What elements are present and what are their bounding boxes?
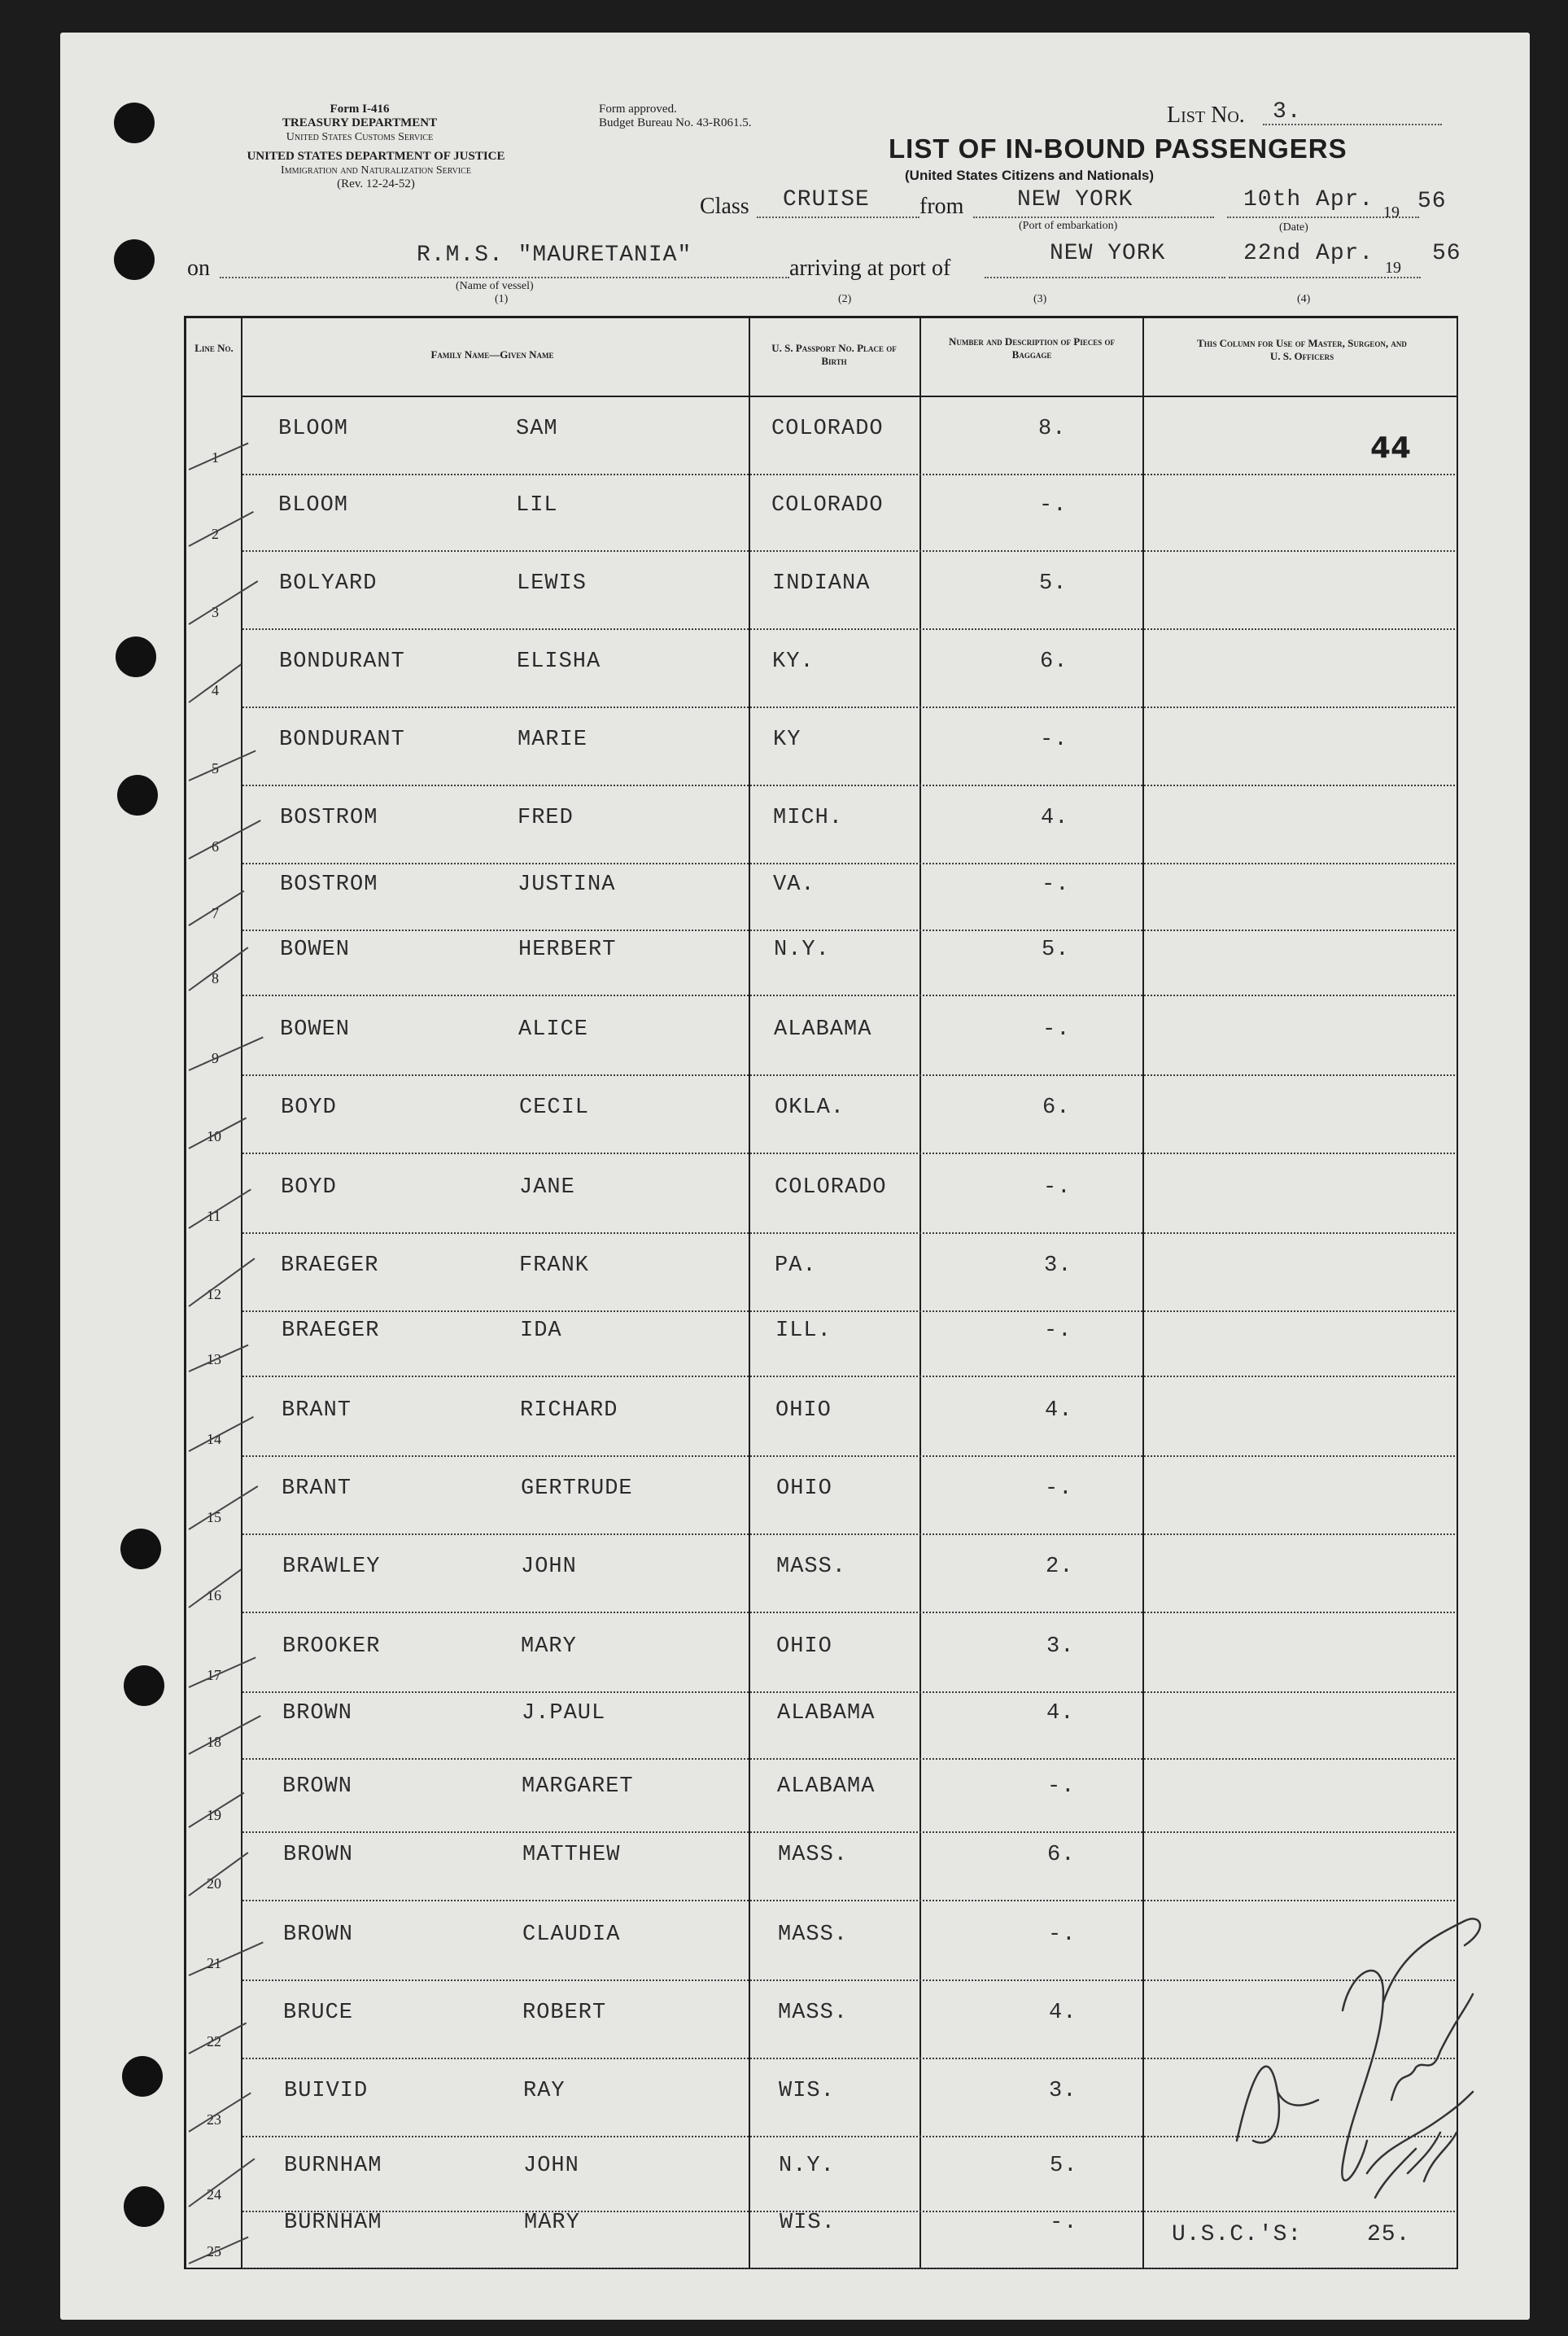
row-separator	[242, 863, 1455, 864]
arrival-date-value: 22nd Apr.	[1243, 241, 1374, 266]
baggage-count: -.	[1042, 1017, 1071, 1042]
baggage-count: 4.	[1046, 1701, 1075, 1726]
baggage-count: 5.	[1039, 571, 1068, 596]
place-of-birth: ALABAMA	[777, 1774, 876, 1799]
baggage-count: 4.	[1049, 2001, 1077, 2025]
line-number: 7	[212, 905, 219, 921]
form-revision: (Rev. 12-24-52)	[337, 177, 415, 190]
col-passport-birth: U. S. Passport No. Place of Birth	[771, 342, 897, 367]
arriving-label: arriving at port of	[789, 256, 951, 281]
officer-note-row1: 44	[1370, 431, 1412, 465]
row-separator	[242, 1232, 1455, 1234]
rule-after-line-no	[241, 316, 242, 2269]
baggage-count: -.	[1045, 1476, 1073, 1501]
departure-year: 56	[1417, 189, 1447, 214]
budget-bureau: Budget Bureau No. 43-R061.5.	[599, 116, 752, 129]
list-no-label: List No.	[1167, 103, 1245, 128]
line-number: 14	[207, 1431, 221, 1447]
given-name: MARY	[521, 1634, 577, 1659]
year-prefix-2: 19	[1385, 259, 1401, 277]
given-name: MATTHEW	[522, 1843, 621, 1867]
form-dept-block	[181, 103, 539, 144]
arrival-port-value: NEW YORK	[1050, 241, 1166, 266]
arrival-port-line	[985, 277, 1225, 278]
given-name: FRANK	[519, 1253, 590, 1278]
place-of-birth: MASS.	[778, 1923, 849, 1947]
row-separator	[242, 1533, 1455, 1535]
place-of-birth: OHIO	[776, 1476, 832, 1501]
punch-hole	[120, 1529, 161, 1569]
row-separator	[242, 1758, 1455, 1760]
row-separator	[242, 628, 1455, 630]
baggage-count: 4.	[1045, 1398, 1073, 1423]
baggage-count: -.	[1048, 1923, 1077, 1947]
baggage-count: 3.	[1049, 2079, 1077, 2103]
vessel-col-num: (1)	[495, 293, 509, 305]
baggage-count: -.	[1042, 873, 1070, 897]
given-name: LIL	[516, 493, 558, 518]
family-name: BROWN	[283, 1923, 354, 1947]
baggage-count: 5.	[1042, 938, 1070, 962]
place-of-birth: COLORADO	[771, 493, 884, 518]
baggage-count: -.	[1043, 1175, 1072, 1200]
treasury-dept: TREASURY DEPARTMENT	[282, 116, 438, 129]
officer-signature	[1221, 1905, 1513, 2214]
line-number: 2	[212, 526, 219, 542]
family-name: BOSTROM	[280, 873, 378, 897]
row-separator	[242, 785, 1455, 786]
line-number: 6	[212, 838, 219, 855]
page-subtitle: (United States Citizens and Nationals)	[905, 168, 1155, 183]
line-number: 12	[207, 1286, 221, 1302]
table-top-rule	[184, 316, 1458, 318]
place-of-birth: WIS.	[779, 2079, 835, 2103]
family-name: BROWN	[282, 1774, 353, 1799]
line-number: 20	[207, 1875, 221, 1892]
col-officers: This Column for Use of Master, Surgeon, and U. S. Officers	[1197, 337, 1407, 362]
vessel-caption: (Name of vessel)	[456, 280, 534, 292]
given-name: MARIE	[518, 728, 588, 752]
given-name: MARY	[524, 2211, 580, 2235]
place-of-birth: PA.	[775, 1253, 817, 1278]
baggage-count: -.	[1040, 728, 1068, 752]
punch-hole	[124, 2186, 164, 2227]
family-name: BOYD	[281, 1096, 337, 1120]
line-number: 11	[207, 1208, 221, 1224]
on-label: on	[187, 256, 210, 281]
given-name: ROBERT	[522, 2001, 607, 2025]
row-separator	[242, 1376, 1455, 1377]
family-name: BOWEN	[280, 938, 351, 962]
given-name: ALICE	[518, 1017, 589, 1042]
row-separator	[242, 1074, 1455, 1076]
family-name: BLOOM	[278, 417, 349, 441]
place-of-birth: OHIO	[775, 1398, 832, 1423]
given-name: JUSTINA	[518, 873, 616, 897]
family-name: BRAEGER	[281, 1253, 379, 1278]
baggage-count: 5.	[1050, 2154, 1078, 2178]
place-of-birth: COLORADO	[771, 417, 884, 441]
punch-hole	[114, 239, 155, 280]
given-name: J.PAUL	[522, 1701, 606, 1726]
family-name: BURNHAM	[284, 2154, 382, 2178]
line-number: 1	[212, 449, 219, 466]
given-name: GERTRUDE	[521, 1476, 633, 1501]
family-name: BOWEN	[280, 1017, 351, 1042]
arrival-year: 56	[1432, 241, 1461, 266]
line-number: 10	[207, 1128, 221, 1144]
place-of-birth: KY	[773, 728, 801, 752]
baggage-count: 6.	[1042, 1096, 1071, 1120]
table-left-rule	[184, 316, 186, 2269]
row-separator	[242, 1612, 1455, 1613]
given-name: JOHN	[521, 1555, 577, 1579]
place-of-birth: OHIO	[776, 1634, 832, 1659]
given-name: CLAUDIA	[522, 1923, 621, 1947]
given-name: RICHARD	[520, 1398, 618, 1423]
family-name: BRANT	[282, 1476, 352, 1501]
place-of-birth: INDIANA	[772, 571, 871, 596]
given-name: LEWIS	[517, 571, 587, 596]
line-number: 16	[207, 1587, 221, 1603]
baggage-count: 8.	[1038, 417, 1067, 441]
form-approved	[599, 103, 751, 130]
place-of-birth: N.Y.	[779, 2154, 835, 2178]
row-separator	[242, 1153, 1455, 1154]
baggage-count: 3.	[1046, 1634, 1075, 1659]
family-name: BRAEGER	[282, 1319, 380, 1343]
col4-number: (4)	[1297, 293, 1311, 305]
punch-hole	[116, 636, 156, 677]
given-name: CECIL	[519, 1096, 590, 1120]
embark-port-value: NEW YORK	[1017, 187, 1133, 212]
row-separator	[242, 1455, 1455, 1457]
list-no-value: 3.	[1273, 99, 1302, 125]
line-number: 19	[207, 1807, 221, 1823]
class-label: Class	[700, 194, 749, 219]
line-number: 24	[207, 2186, 221, 2203]
form-approved-text: Form approved.	[599, 103, 677, 116]
punch-hole	[124, 1665, 164, 1706]
given-name: MARGARET	[522, 1774, 634, 1799]
place-of-birth: MASS.	[778, 1843, 849, 1867]
row-separator	[242, 1831, 1455, 1833]
family-name: BRANT	[282, 1398, 352, 1423]
line-number: 21	[207, 1955, 221, 1971]
col-line-no: Line No.	[194, 342, 234, 354]
row-separator	[242, 706, 1455, 708]
place-of-birth: ILL.	[775, 1319, 832, 1343]
line-number: 15	[207, 1509, 221, 1525]
row-separator	[242, 474, 1455, 475]
row-separator	[242, 2268, 1455, 2269]
rule-after-birth	[919, 316, 921, 2269]
given-name: FRED	[518, 806, 574, 830]
line-number: 9	[212, 1050, 219, 1066]
baggage-count: 6.	[1040, 650, 1068, 674]
row-separator	[242, 1310, 1455, 1312]
given-name: SAM	[516, 417, 558, 441]
family-name: BOLYARD	[279, 571, 378, 596]
place-of-birth: ALABAMA	[777, 1701, 876, 1726]
place-of-birth: ALABAMA	[774, 1017, 872, 1042]
family-name: BONDURANT	[279, 728, 405, 752]
place-of-birth: VA.	[773, 873, 815, 897]
family-name: BONDURANT	[279, 650, 405, 674]
baggage-count: -.	[1050, 2211, 1078, 2235]
line-number: 4	[212, 682, 219, 698]
row-separator	[242, 995, 1455, 996]
place-of-birth: OKLA.	[775, 1096, 845, 1120]
row-separator	[242, 930, 1455, 931]
justice-dept-block	[181, 150, 571, 191]
line-number: 18	[207, 1734, 221, 1750]
place-of-birth: MASS.	[776, 1555, 847, 1579]
family-name: BROOKER	[282, 1634, 381, 1659]
punch-hole	[117, 775, 158, 816]
baggage-count: -.	[1039, 493, 1068, 518]
row-separator	[242, 550, 1455, 552]
place-of-birth: MICH.	[773, 806, 844, 830]
usc-label: U.S.C.'S:	[1172, 2222, 1303, 2247]
line-number: 17	[207, 1667, 221, 1683]
header-bottom-rule	[241, 396, 1457, 397]
baggage-count: 3.	[1044, 1253, 1072, 1278]
justice-dept: UNITED STATES DEPARTMENT OF JUSTICE	[247, 150, 505, 163]
line-number: 3	[212, 604, 219, 620]
rule-after-name	[749, 316, 750, 2269]
baggage-count: 4.	[1041, 806, 1069, 830]
from-line	[973, 217, 1214, 218]
family-name: BRUCE	[283, 2001, 354, 2025]
given-name: JANE	[519, 1175, 575, 1200]
col-family-given: Family Name—Given Name	[430, 348, 554, 361]
embark-port-caption: (Port of embarkation)	[1019, 220, 1118, 232]
line-number: 5	[212, 760, 219, 776]
ins-service: Immigration and Naturalization Service	[281, 164, 471, 177]
class-value: CRUISE	[783, 187, 870, 212]
baggage-count: -.	[1044, 1319, 1072, 1343]
given-name: HERBERT	[518, 938, 617, 962]
departure-date-value: 10th Apr.	[1243, 187, 1374, 212]
line-number: 22	[207, 2033, 221, 2049]
row-separator	[242, 1900, 1455, 1901]
customs-service: United States Customs Service	[286, 131, 434, 143]
date-caption: (Date)	[1279, 221, 1308, 234]
col2-number: (2)	[838, 293, 852, 305]
form-number: Form I-416	[330, 103, 390, 116]
place-of-birth: N.Y.	[774, 938, 830, 962]
family-name: BROWN	[283, 1843, 354, 1867]
family-name: BRAWLEY	[282, 1555, 381, 1579]
given-name: JOHN	[523, 2154, 579, 2178]
col-baggage: Number and Description of Pieces of Baggage	[949, 335, 1115, 361]
page-title: LIST OF IN-BOUND PASSENGERS	[889, 133, 1347, 164]
line-number: 8	[212, 970, 219, 986]
year-prefix-1: 19	[1383, 203, 1400, 221]
family-name: BURNHAM	[284, 2211, 382, 2235]
given-name: RAY	[523, 2079, 566, 2103]
given-name: IDA	[520, 1319, 562, 1343]
family-name: BLOOM	[278, 493, 349, 518]
family-name: BOSTROM	[280, 806, 378, 830]
usc-count: 25.	[1367, 2222, 1411, 2247]
place-of-birth: WIS.	[780, 2211, 836, 2235]
line-number: 13	[207, 1351, 221, 1367]
rule-after-baggage	[1142, 316, 1144, 2269]
place-of-birth: MASS.	[778, 2001, 849, 2025]
from-label: from	[919, 194, 964, 219]
class-line	[757, 217, 919, 218]
row-separator	[242, 1691, 1455, 1693]
col3-number: (3)	[1033, 293, 1047, 305]
place-of-birth: COLORADO	[775, 1175, 887, 1200]
baggage-count: 6.	[1047, 1843, 1076, 1867]
family-name: BUIVID	[284, 2079, 369, 2103]
place-of-birth: KY.	[772, 650, 815, 674]
line-number: 23	[207, 2111, 221, 2128]
vessel-line	[220, 277, 789, 278]
family-name: BROWN	[282, 1701, 353, 1726]
vessel-name: R.M.S. "MAURETANIA"	[417, 243, 692, 268]
baggage-count: -.	[1047, 1774, 1076, 1799]
punch-hole	[114, 103, 155, 143]
given-name: ELISHA	[517, 650, 601, 674]
family-name: BOYD	[281, 1175, 337, 1200]
line-number: 25	[207, 2243, 221, 2259]
baggage-count: 2.	[1046, 1555, 1074, 1579]
punch-hole	[122, 2056, 163, 2097]
